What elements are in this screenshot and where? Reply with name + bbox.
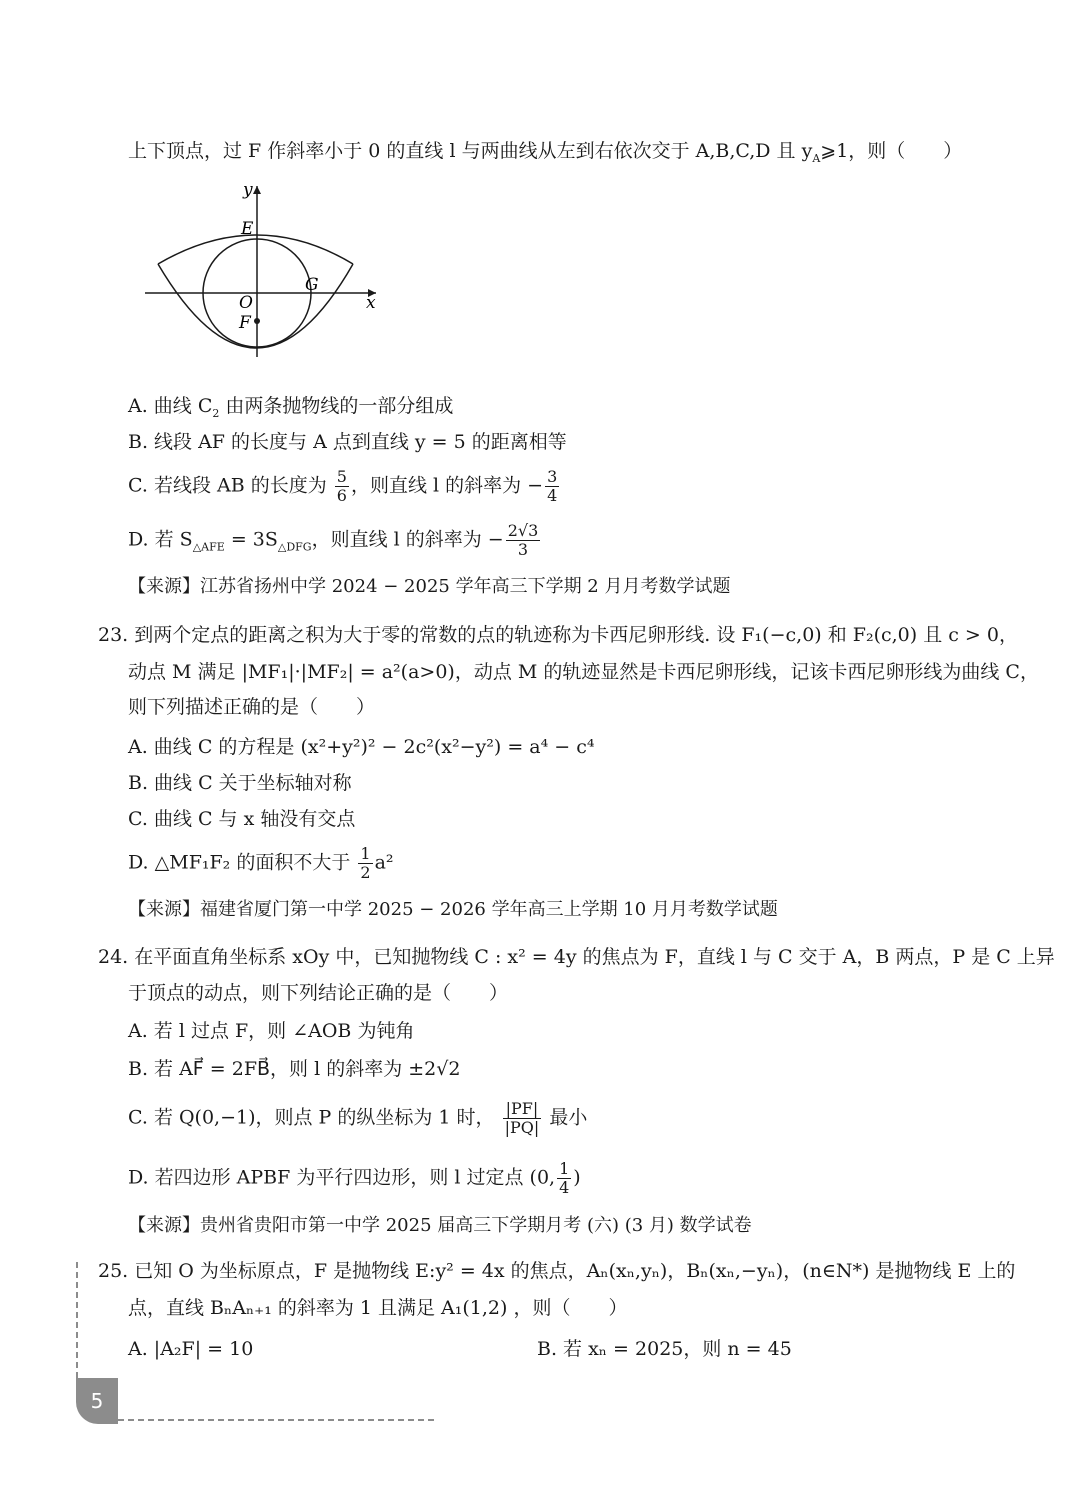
q23-option-a: A. 曲线 C 的方程是 (x²+y²)² − 2c²(x²−y²) = a⁴ − c⁴ [128,736,595,758]
svg-text:E: E [241,219,254,239]
q23-option-b: B. 曲线 C 关于坐标轴对称 [128,772,352,794]
q22-option-a: A. 曲线 $C_2$ 由两条抛物线的一部分组成 [128,395,454,420]
q22-option-c: C. 若线段 AB 的长度为 $\frac{5}{6}$ ，则直线 l 的斜率为 − $\frac{3}{4}$ [128,467,558,505]
q22-option-b: B. 线段 AF 的长度与 A 点到直线 y = 5 的距离相等 [128,431,567,453]
page-margin-dashed-line [76,1262,78,1378]
q23-stem-line3: 则下列描述正确的是（ ） [128,696,376,718]
q24-stem-line1: 24. 在平面直角坐标系 xOy 中，已知抛物线 C : x² = 4y 的焦点为 F，直线 l 与 C 交于 A，B 两点，P 是 C 上异 [98,946,1055,968]
q25-option-a: A. |A₂F| = 10 [128,1338,254,1360]
q23-option-c: C. 曲线 C 与 x 轴没有交点 [128,808,356,830]
point-f [254,318,260,324]
q22-option-d: D. 若 $S_{\triangle AFE} = 3S_{\triangle DFG}$，则直线 l 的斜率为 − $\frac{2√3}{3}$ [128,521,539,559]
q24-stem-line2: 于顶点的动点，则下列结论正确的是（ ） [128,982,509,1004]
q22-figure [140,182,380,362]
q24-option-d: D. 若四边形 APBF 为平行四边形，则 l 过定点 (0, $\frac{1}{4}$ ) [128,1159,581,1197]
q22-intro: 上下顶点，过 F 作斜率小于 0 的直线 l 与两曲线从左到右依次交于 A,B,C,D 且 $y_A⩾1$，则（ ） [128,140,963,165]
q23-option-d: D. △MF₁F₂ 的面积不大于 $\frac{1}{2}$ a² [128,844,394,882]
q24-source: 【来源】贵州省贵阳市第一中学 2025 届高三下学期月考 (六) (3 月) 数学试卷 [128,1215,752,1236]
q23-source: 【来源】福建省厦门第一中学 2025 − 2026 学年高三上学期 10 月月考数学试题 [128,899,778,920]
q25-stem-line1: 25. 已知 O 为坐标原点，F 是抛物线 E:y² = 4x 的焦点，Aₙ(xₙ,yₙ)，Bₙ(xₙ,−yₙ)，(n∈N*) 是抛物线 E 上的 [98,1260,1016,1282]
svg-text:O: O [239,293,253,313]
q25-option-b: B. 若 xₙ = 2025，则 n = 45 [537,1338,792,1360]
q24-option-b: B. 若 AF⃗ = 2FB⃗，则 l 的斜率为 ±2√2 [128,1058,461,1080]
q24-option-a: A. 若 l 过点 F，则 ∠AOB 为钝角 [128,1020,415,1042]
svg-text:F: F [239,313,251,333]
svg-text:x: x [366,293,376,313]
q24-option-c: C. 若 Q(0,−1)，则点 P 的纵坐标为 1 时， $\frac{|PF|}{|PQ|}$ 最小 [128,1099,588,1137]
q25-stem-line2: 点，直线 BₙAₙ₊₁ 的斜率为 1 且满足 A₁(1,2) ，则（ ） [128,1297,628,1319]
q23-stem-line1: 23. 到两个定点的距离之积为大于零的常数的点的轨迹称为卡西尼卵形线. 设 F₁(−c,0) 和 F₂(c,0) 且 c > 0， [98,624,1018,646]
page-number: 5 [76,1378,118,1424]
page-footer-dashed-line [118,1419,434,1421]
svg-text:G: G [305,275,319,295]
svg-text:y: y [243,182,253,200]
lower-parabola-arc [158,264,353,348]
q23-stem-line2: 动点 M 满足 |MF₁|·|MF₂| = a²(a>0)，动点 M 的轨迹显然是卡西尼卵形线，记该卡西尼卵形线为曲线 C， [128,661,1039,683]
q22-source: 【来源】江苏省扬州中学 2024 − 2025 学年高三下学期 2 月月考数学试题 [128,576,731,597]
